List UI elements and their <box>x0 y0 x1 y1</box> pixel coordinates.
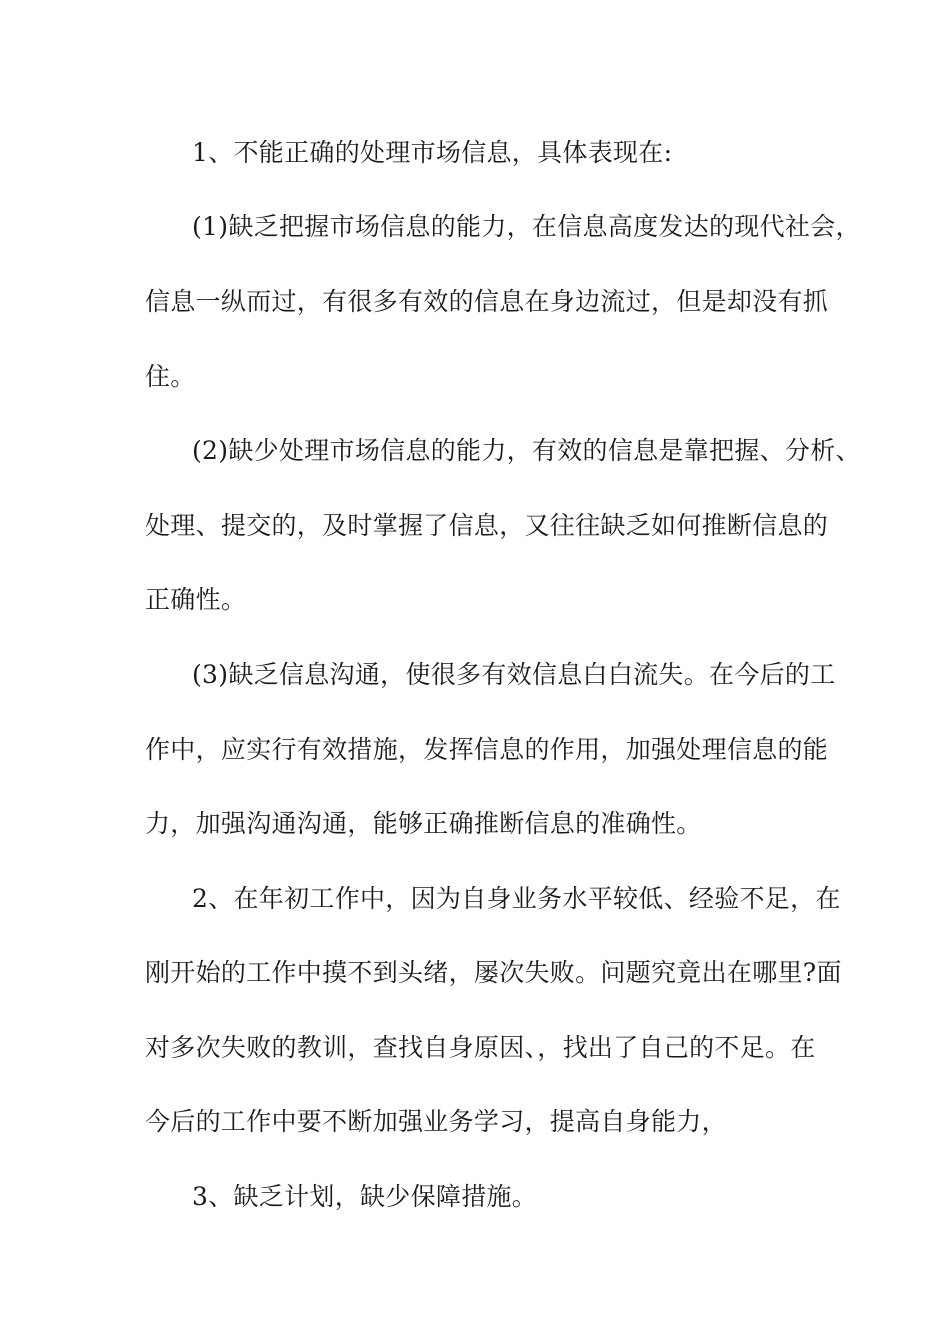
paragraph-2-line-1: 2、在年初工作中，因为自身业务水平较低、经验不足，在 <box>192 884 841 913</box>
paragraph-1-3-line-3: 力，加强沟通沟通，能够正确推断信息的准确性。 <box>145 809 702 838</box>
paragraph-1-heading: 1、不能正确的处理市场信息，具体表现在: <box>192 138 673 167</box>
paragraph-2-line-2: 刚开始的工作中摸不到头绪，屡次失败。问题究竟出在哪里?面 <box>145 958 842 987</box>
paragraph-1-1-line-3: 住。 <box>145 362 196 391</box>
paragraph-1-2-line-2: 处理、提交的，及时掌握了信息，又往往缺乏如何推断信息的 <box>145 511 829 540</box>
paragraph-1-1-line-1: (1)缺乏把握市场信息的能力，在信息高度发达的现代社会， <box>192 212 861 241</box>
paragraph-1-3-line-1: (3)缺乏信息沟通，使很多有效信息白白流失。在今后的工 <box>192 660 836 689</box>
paragraph-1-2-line-1: (2)缺少处理市场信息的能力，有效的信息是靠把握、分析、 <box>192 436 861 465</box>
paragraph-1-3-line-2: 作中，应实行有效措施，发挥信息的作用，加强处理信息的能 <box>145 735 829 764</box>
paragraph-1-2-line-3: 正确性。 <box>145 585 247 614</box>
paragraph-1-1-line-2: 信息一纵而过，有很多有效的信息在身边流过，但是却没有抓 <box>145 287 829 316</box>
paragraph-2-line-4: 今后的工作中要不断加强业务学习，提高自身能力， <box>145 1107 727 1136</box>
paragraph-3-heading: 3、缺乏计划，缺少保障措施。 <box>192 1182 538 1211</box>
paragraph-2-line-3: 对多次失败的教训，查找自身原因、，找出了自己的不足。在 <box>145 1033 816 1062</box>
